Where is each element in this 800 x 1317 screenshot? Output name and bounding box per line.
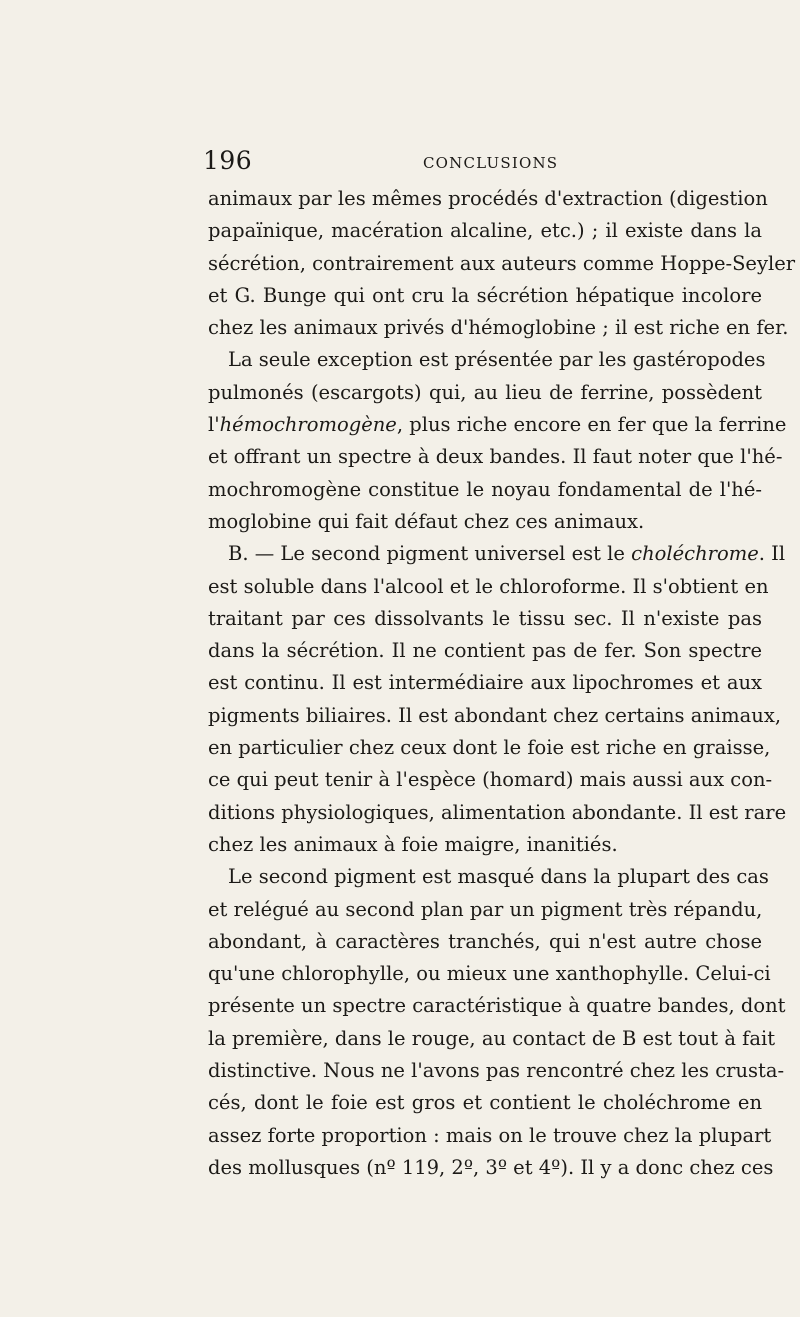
text-fragment: . Il bbox=[758, 542, 786, 566]
text-fragment: , plus riche encore en fer que la ferrine bbox=[396, 413, 787, 437]
text-line: chez les animaux privés d'hémoglobine ; il est riche en fer. bbox=[208, 316, 789, 340]
text-line: pigments biliaires. Il est abondant chez certains animaux, bbox=[208, 703, 782, 727]
text-line: en particulier chez ceux dont le foie est riche en graisse, bbox=[208, 736, 771, 760]
text-line: des mollusques (nº 119, 2º, 3º et 4º). Il y a donc chez ces bbox=[208, 1155, 774, 1179]
text-fragment: l' bbox=[208, 413, 220, 437]
text-line: est soluble dans l'alcool et le chloroforme. Il s'obtient en bbox=[208, 574, 769, 598]
text-line: est continu. Il est intermédiaire aux lipochromes et aux bbox=[208, 671, 762, 695]
text-line: et relégué au second plan par un pigment très répandu, bbox=[208, 897, 763, 921]
text-line: présente un spectre caractéristique à quatre bandes, dont bbox=[208, 994, 786, 1018]
text-line: et G. Bunge qui ont cru la sécrétion hépatique incolore bbox=[208, 283, 762, 307]
text-line bbox=[208, 409, 787, 441]
text-line: ditions physiologiques, alimentation abondante. Il est rare bbox=[208, 800, 787, 824]
text-line: qu'une chlorophylle, ou mieux une xanthophylle. Celui-ci bbox=[208, 962, 771, 986]
body-text bbox=[208, 183, 796, 1184]
text-line: ce qui peut tenir à l'espèce (homard) mais aussi aux con- bbox=[208, 768, 773, 792]
text-line: papaïnique, macération alcaline, etc.) ; il existe dans la bbox=[208, 219, 762, 243]
page-number: 196 bbox=[203, 146, 253, 175]
section-title: CONCLUSIONS bbox=[423, 154, 559, 172]
text-line: dans la sécrétion. Il ne contient pas de fer. Son spectre bbox=[208, 639, 762, 663]
text-line: la première, dans le rouge, au contact de B est tout à fait bbox=[208, 1026, 776, 1050]
text-line: distinctive. Nous ne l'avons pas rencontré chez les crusta- bbox=[208, 1059, 785, 1083]
text-line: moglobine qui fait défaut chez ces animaux. bbox=[208, 509, 645, 533]
text-line: pulmonés (escargots) qui, au lieu de ferrine, possèdent bbox=[208, 380, 762, 404]
text-line: et offrant un spectre à deux bandes. Il faut noter que l'hé- bbox=[208, 445, 783, 469]
text-line: chez les animaux à foie maigre, inanitiés. bbox=[208, 832, 618, 856]
text-line: animaux par les mêmes procédés d'extraction (digestion bbox=[208, 187, 768, 210]
text-line bbox=[208, 538, 786, 570]
text-line: sécrétion, contrairement aux auteurs comme Hoppe-Seyler bbox=[208, 251, 796, 275]
italic-term: choléchrome bbox=[631, 542, 759, 566]
italic-term: hémochromogène bbox=[219, 413, 397, 437]
text-line: traitant par ces dissolvants le tissu sec. Il n'existe pas bbox=[208, 606, 762, 630]
text-line: La seule exception est présentée par les gastéropodes bbox=[228, 348, 766, 372]
text-line: abondant, à caractères tranchés, qui n'est autre chose bbox=[208, 929, 762, 953]
running-head bbox=[203, 146, 763, 176]
text-line: assez forte proportion : mais on le trouve chez la plupart bbox=[208, 1123, 772, 1147]
text-line: Le second pigment est masqué dans la plupart des cas bbox=[228, 865, 769, 889]
text-line: cés, dont le foie est gros et contient le choléchrome en bbox=[208, 1091, 762, 1115]
text-fragment: B. — Le second pigment universel est le bbox=[228, 542, 632, 566]
text-line: mochromogène constitue le noyau fondamental de l'hé- bbox=[208, 477, 762, 501]
